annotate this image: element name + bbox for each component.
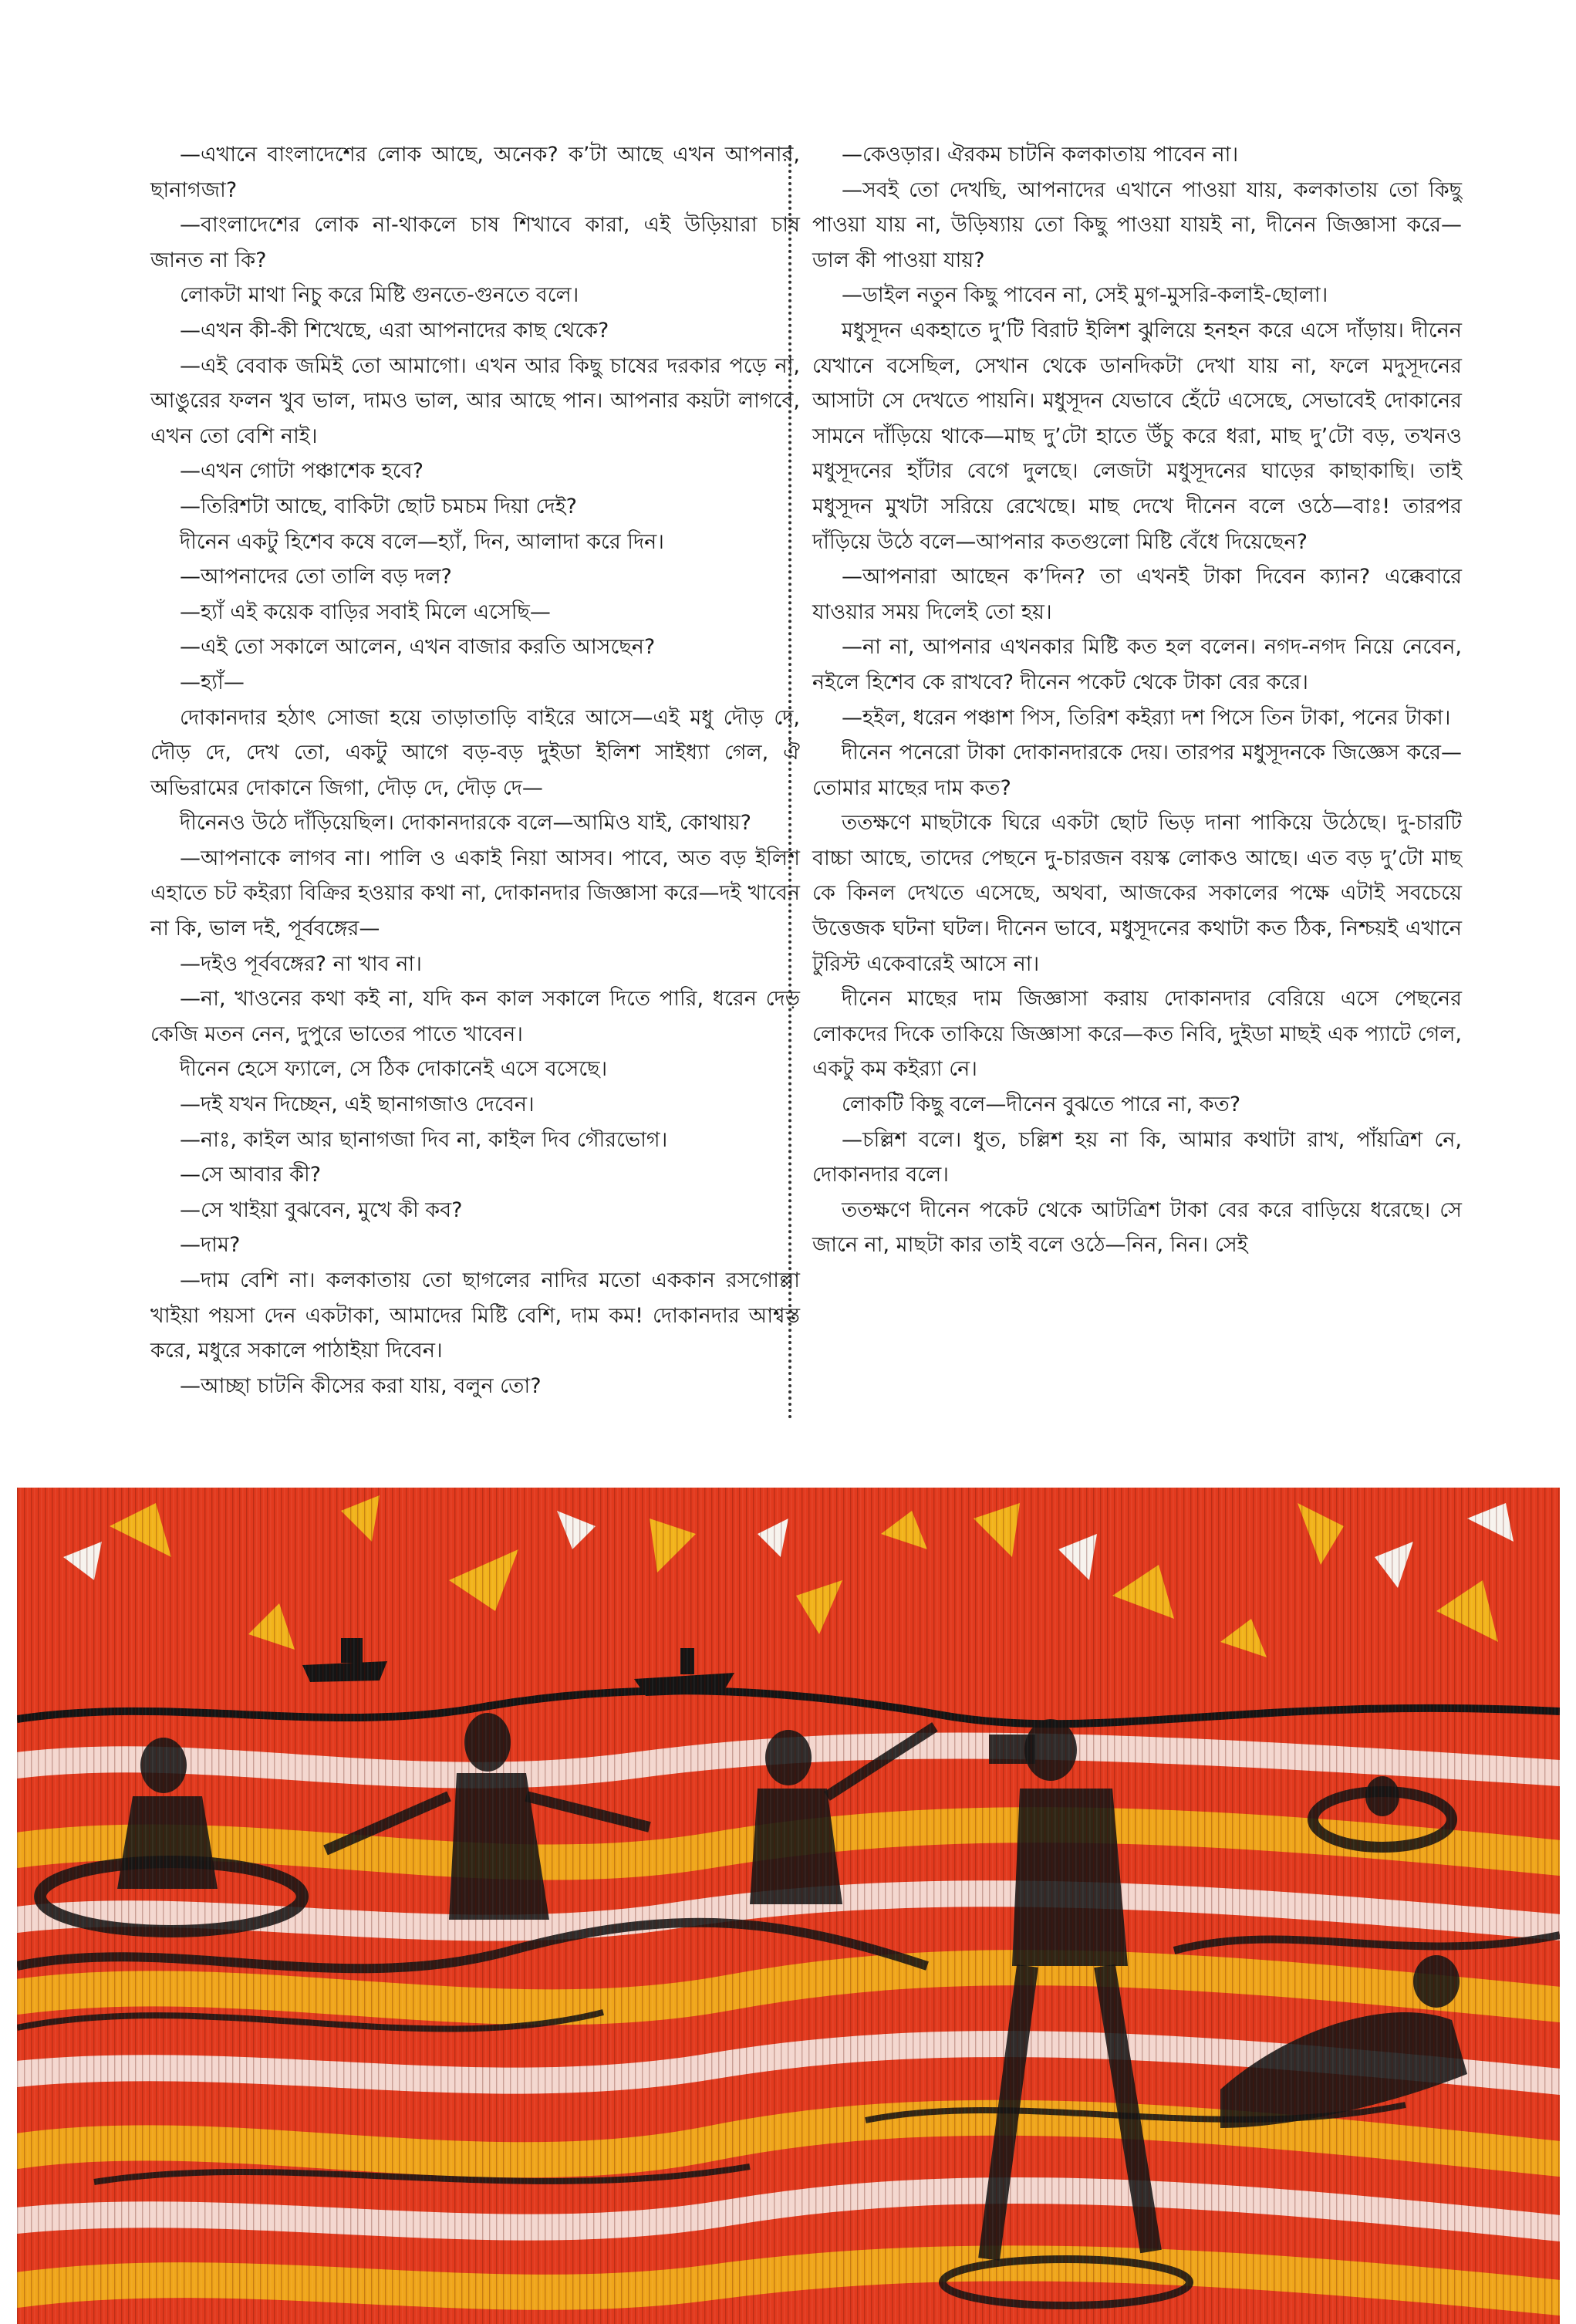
paragraph: —নাঃ, কাইল আর ছানাগজা দিব না, কাইল দিব গৌরভোগ। [180,1127,668,1152]
text-column-right [812,137,1462,1263]
paragraph: মধুসূদন একহাতে দু’টি বিরাট ইলিশ ঝুলিয়ে হনহন করে এসে দাঁড়ায়। দীনেন যেখানে বসেছিল, সেখান থেকে ডানদিকটা দেখা যায় না, ফলে মদুসূদনের আসাটা সে দেখতে পায়নি। মধুসূদন যেভাবে হেঁটে এসেছে, সেভাবেই দোকানের সামনে দাঁড়িয়ে থাকে—মাছ দু’টো হাতে উঁচু করে ধরা, মাছ দু’টো বড়, তখনও মধুসূদনের হাঁটার বেগে দুলছে। লেজটা মধুসূদনের ঘাড়ের কাছাকাছি। তাই মধুসূদন মুখটা সরিয়ে রেখেছে। মাছ দেখে দীনেন বলে ওঠে—বাঃ! তারপর দাঁড়িয়ে উঠে বলে—আপনার কতগুলো মিষ্টি বেঁধে দিয়েছেন? [812,318,1462,554]
paragraph: —দইও পূর্ববঙ্গের? না খাব না। [180,951,422,976]
paragraph: —আপনারা আছেন ক’দিন? তা এখনই টাকা দিবেন ক্যান? এক্কেবারে যাওয়ার সময় দিলেই তো হয়। [812,565,1462,624]
paragraph: —এই তো সকালে আলেন, এখন বাজার করতি আসছেন? [180,635,656,660]
paragraph: —দাম? [180,1233,241,1258]
paragraph: দীনেনও উঠে দাঁড়িয়েছিল। দোকানদারকে বলে—আমিও যাই, কোথায়? [180,811,752,836]
paragraph: লোকটা মাথা নিচু করে মিষ্টি গুনতে-গুনতে বলে। [180,283,579,308]
paragraph: —আপনাদের তো তালি বড় দল? [180,565,452,589]
paragraph: —দই যখন দিচ্ছেন, এই ছানাগজাও দেবেন। [180,1093,535,1117]
paragraph: —ডাইল নতুন কিছু পাবেন না, সেই মুগ-মুসরি-কলাই-ছোলা। [842,283,1328,308]
column-divider [788,145,791,1420]
paragraph: —এখানে বাংলাদেশের লোক আছে, অনেক? ক’টা আছে এখন আপনার, ছানাগজা? [150,143,800,202]
text-column-left [150,137,800,1404]
paragraph: —সে খাইয়া বুঝবেন, মুখে কী কব? [180,1197,463,1222]
paragraph: —বাংলাদেশের লোক না-থাকলে চাষ শিখাবে কারা, এই উড়িয়ারা চাষ জানত না কি? [150,213,800,272]
paragraph: —হ্যাঁ এই কয়েক বাড়ির সবাই মিলে এসেছি— [180,600,551,624]
paragraph: ততক্ষণে দীনেন পকেট থেকে আটত্রিশ টাকা বের করে বাড়িয়ে ধরেছে। সে জানে না, মাছটা কার তাই বলে ওঠে—নিন, নিন। সেই [812,1197,1462,1258]
paragraph: —আচ্ছা চাটনি কীসের করা যায়, বলুন তো? [180,1373,542,1398]
paragraph: দীনেন মাছের দাম জিজ্ঞাসা করায় দোকানদার বেরিয়ে এসে পেছনের লোকদের দিকে তাকিয়ে জিজ্ঞাসা করে—কত নিবি, দুইডা মাছই এক প্যাটে গেল, একটু কম কইর‍্যা নে। [812,987,1462,1082]
paragraph: দোকানদার হঠাৎ সোজা হয়ে তাড়াতাড়ি বাইরে আসে—এই মধু দৌড় দে, দৌড় দে, দেখ তো, একটু আগে বড়-বড় দুইডা ইলিশ সাইধ্যা গেল, ঐ অভিরামের দোকানে জিগা, দৌড় দে, দৌড় দে— [150,705,800,800]
paragraph: —দাম বেশি না। কলকাতায় তো ছাগলের নাদির মতো এককান রসগোল্লা খাইয়া পয়সা দেন একটাকা, আমাদের মিষ্টি বেশি, দাম কম! দোকানদার আশ্বস্ত করে, মধুরে সকালে পাঠাইয়া দিবেন। [150,1268,800,1363]
paragraph: দীনেন হেসে ফ্যালে, সে ঠিক দোকানেই এসে বসেছে। [180,1057,608,1082]
paragraph: —হইল, ধরেন পঞ্চাশ পিস, তিরিশ কইর‍্যা দশ পিসে তিন টাকা, পনের টাকা। [842,705,1451,730]
illustration-beach-scene [17,1488,1560,2324]
paragraph: লোকটি কিছু বলে—দীনেন বুঝতে পারে না, কত? [842,1093,1241,1117]
paragraph: —সে আবার কী? [180,1163,322,1187]
paragraph: —হ্যাঁ— [180,670,245,694]
paragraph: —না, খাওনের কথা কই না, যদি কন কাল সকালে দিতে পারি, ধরেন দেড় কেজি মতন নেন, দুপুরে ভাতের পাতে খাবেন। [150,987,800,1046]
paragraph: —তিরিশটা আছে, বাকিটা ছোট চমচম দিয়া দেই? [180,494,578,519]
paragraph: —আপনাকে লাগব না। পালি ও একাই নিয়া আসব। পাবে, অত বড় ইলিশ এহাতে চট কইর‍্যা বিক্রির হওয়ার কথা না, দোকানদার জিজ্ঞাসা করে—দই খাবেন না কি, ভাল দই, পূর্ববঙ্গের— [150,846,800,941]
paragraph: দীনেন পনেরো টাকা দোকানদারকে দেয়। তারপর মধুসূদনকে জিজ্ঞেস করে—তোমার মাছের দাম কত? [812,741,1462,800]
paragraph: —এখন গোটা পঞ্চাশেক হবে? [180,459,424,484]
paragraph: ততক্ষণে মাছটাকে ঘিরে একটা ছোট ভিড় দানা পাকিয়ে উঠেছে। দু-চারটি বাচ্চা আছে, তাদের পেছনে দু-চারজন বয়স্ক লোকও আছে। এত বড় দু’টো মাছ কে কিনল দেখতে এসেছে, অথবা, আজকের সকালের পক্ষে এটাই সবচেয়ে উত্তেজক ঘটনা ঘটল। দীনেন ভাবে, মধুসূদনের কথাটা কত ঠিক, নিশ্চয়ই এখানে টুরিস্ট একেবারেই আসে না। [812,811,1462,976]
paragraph: —এই বেবাক জমিই তো আমাগো। এখন আর কিছু চাষের দরকার পড়ে না, আঙুরের ফলন খুব ভাল, দামও ভাল, আর আছে পান। আপনার কয়টা লাগবে, এখন তো বেশি নাই। [150,353,800,448]
paragraph: —চল্লিশ বলে। ধুত, চল্লিশ হয় না কি, আমার কথাটা রাখ, পাঁয়ত্রিশ নে, দোকানদার বলে। [812,1127,1462,1187]
paragraph: —সবই তো দেখছি, আপনাদের এখানে পাওয়া যায়, কলকাতায় তো কিছু পাওয়া যায় না, উড়িষ্যায় তো কিছু পাওয়া যায়ই না, দীনেন জিজ্ঞাসা করে—ডাল কী পাওয়া যায়? [812,177,1462,272]
paragraph: —কেওড়ার। ঐরকম চাটনি কলকাতায় পাবেন না। [842,143,1239,167]
paragraph: —এখন কী-কী শিখেছে, এরা আপনাদের কাছ থেকে? [180,318,609,343]
paragraph: দীনেন একটু হিশেব কষে বলে—হ্যাঁ, দিন, আলাদা করে দিন। [180,529,664,554]
paragraph: —না না, আপনার এখনকার মিষ্টি কত হল বলেন। নগদ-নগদ নিয়ে নেবেন, নইলে হিশেব কে রাখবে? দীনেন পকেট থেকে টাকা বের করে। [812,635,1462,694]
